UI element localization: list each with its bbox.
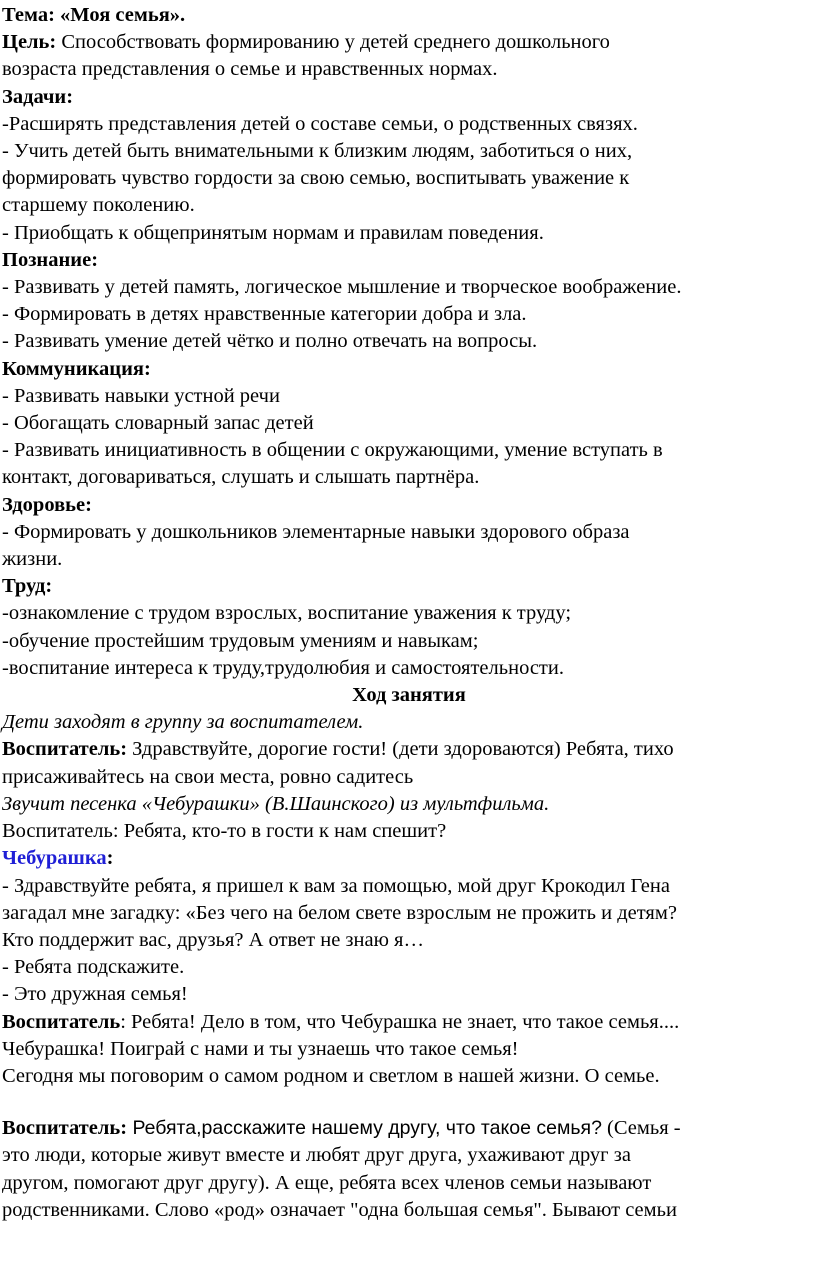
teacher-question: Воспитатель: Ребята, кто-то в гости к нам спешит? (2, 820, 447, 843)
teacher-family-question (2, 1115, 816, 1142)
topic-line (2, 2, 816, 29)
goal-line (2, 29, 816, 56)
health-heading: Здоровье: (2, 493, 92, 516)
teacher-label: Воспитатель: (2, 1117, 128, 1140)
communication-line: - Развивать навыки устной речи (2, 384, 280, 407)
communication-line: - Обогащать словарный запас детей (2, 412, 314, 435)
cheburashka-line: - Здравствуйте ребята, я пришел к вам за помощью, мой друг Крокодил Гена (2, 874, 670, 897)
teacher-text: : Ребята! Дело в том, что Чебурашка не знает, что такое семья.... (120, 1010, 680, 1033)
labor-line: -ознакомление с трудом взрослых, воспитание уважения к труду; (2, 602, 572, 625)
teacher-label: Воспитатель: (2, 738, 128, 761)
cognition-line: - Развивать у детей память, логическое мышление и творческое воображение. (2, 276, 682, 299)
cheburashka-line: - Ребята подскажите. (2, 956, 185, 979)
teacher-text-cont: Сегодня мы поговорим о самом родном и светлом в нашей жизни. О семье. (2, 1064, 660, 1087)
task-line: - Приобщать к общепринятым нормам и правилам поведения. (2, 221, 544, 244)
teacher-text-cont: присаживайтесь на свои места, ровно садитесь (2, 765, 414, 788)
speaker-colon: : (106, 847, 114, 870)
labor-line: -воспитание интереса к труду,трудолюбия и самостоятельности. (2, 656, 564, 679)
cheburashka-line: загадал мне загадку: «Без чего на белом свете взрослым не прожить и детям? (2, 901, 677, 924)
tasks-heading: Задачи: (2, 85, 74, 108)
task-line: -Расширять представления детей о составе семьи, о родственных связях. (2, 112, 638, 135)
teacher-text-cont: другом, помогают друг другу). А еще, ребята всех членов семьи называют (2, 1171, 652, 1194)
paragraph-gap (2, 1090, 816, 1115)
goal-text-cont: возраста представления о семье и нравственных нормах. (2, 58, 498, 81)
teacher-text-cont: родственниками. Слово «род» означает "одна большая семья". Бывают семьи (2, 1198, 677, 1221)
cognition-line: - Развивать умение детей чётко и полно отвечать на вопросы. (2, 330, 538, 353)
labor-line: -обучение простейшим трудовым умениям и навыкам; (2, 629, 479, 652)
communication-heading: Коммуникация: (2, 357, 151, 380)
topic-value: «Моя семья». (60, 4, 186, 26)
task-line: - Учить детей быть внимательными к близким людям, заботиться о них, (2, 140, 633, 163)
lesson-heading: Ход занятия (352, 684, 466, 707)
teacher-text-cont: Чебурашка! Поиграй с нами и ты узнаешь что такое семья! (2, 1037, 519, 1060)
cheburashka-line: - Это дружная семья! (2, 983, 188, 1006)
song-note: Звучит песенка «Чебурашки» (В.Шаинского) из мультфильма. (2, 792, 550, 815)
lesson-intro: Дети заходят в группу за воспитателем. (2, 711, 364, 734)
cognition-line: - Формировать в детях нравственные категории добра и зла. (2, 303, 527, 326)
task-line: формировать чувство гордости за свою семью, воспитывать уважение к (2, 167, 630, 190)
goal-label: Цель: (2, 31, 57, 54)
communication-line: контакт, договариваться, слушать и слышать партнёра. (2, 466, 480, 489)
goal-text: Способствовать формированию у детей среднего дошкольного (56, 31, 610, 54)
communication-line: - Развивать инициативность в общении с окружающими, умение вступать в (2, 439, 663, 462)
labor-heading: Труд: (2, 575, 53, 598)
teacher-text: (Семья - (601, 1117, 681, 1140)
teacher-question-text: Ребята,расскажите нашему другу, что такое семья? (127, 1117, 602, 1140)
cheburashka-line: Кто поддержит вас, друзья? А ответ не знаю я… (2, 928, 424, 951)
teacher-reply (2, 1009, 816, 1036)
cognition-heading: Познание: (2, 248, 99, 271)
task-line: старшему поколению. (2, 194, 195, 217)
cheburashka-speaker (2, 845, 816, 872)
teacher-text: Здравствуйте, дорогие гости! (дети здороваются) Ребята, тихо (127, 738, 674, 761)
health-line: жизни. (2, 548, 63, 571)
cheburashka-label: Чебурашка (2, 847, 107, 870)
topic-label: Тема: (2, 4, 55, 26)
teacher-label: Воспитатель (2, 1010, 121, 1033)
teacher-text-cont: это люди, которые живут вместе и любят друг друга, ухаживают друг за (2, 1144, 631, 1167)
teacher-greeting (2, 736, 816, 763)
health-line: - Формировать у дошкольников элементарные навыки здорового образа (2, 520, 630, 543)
